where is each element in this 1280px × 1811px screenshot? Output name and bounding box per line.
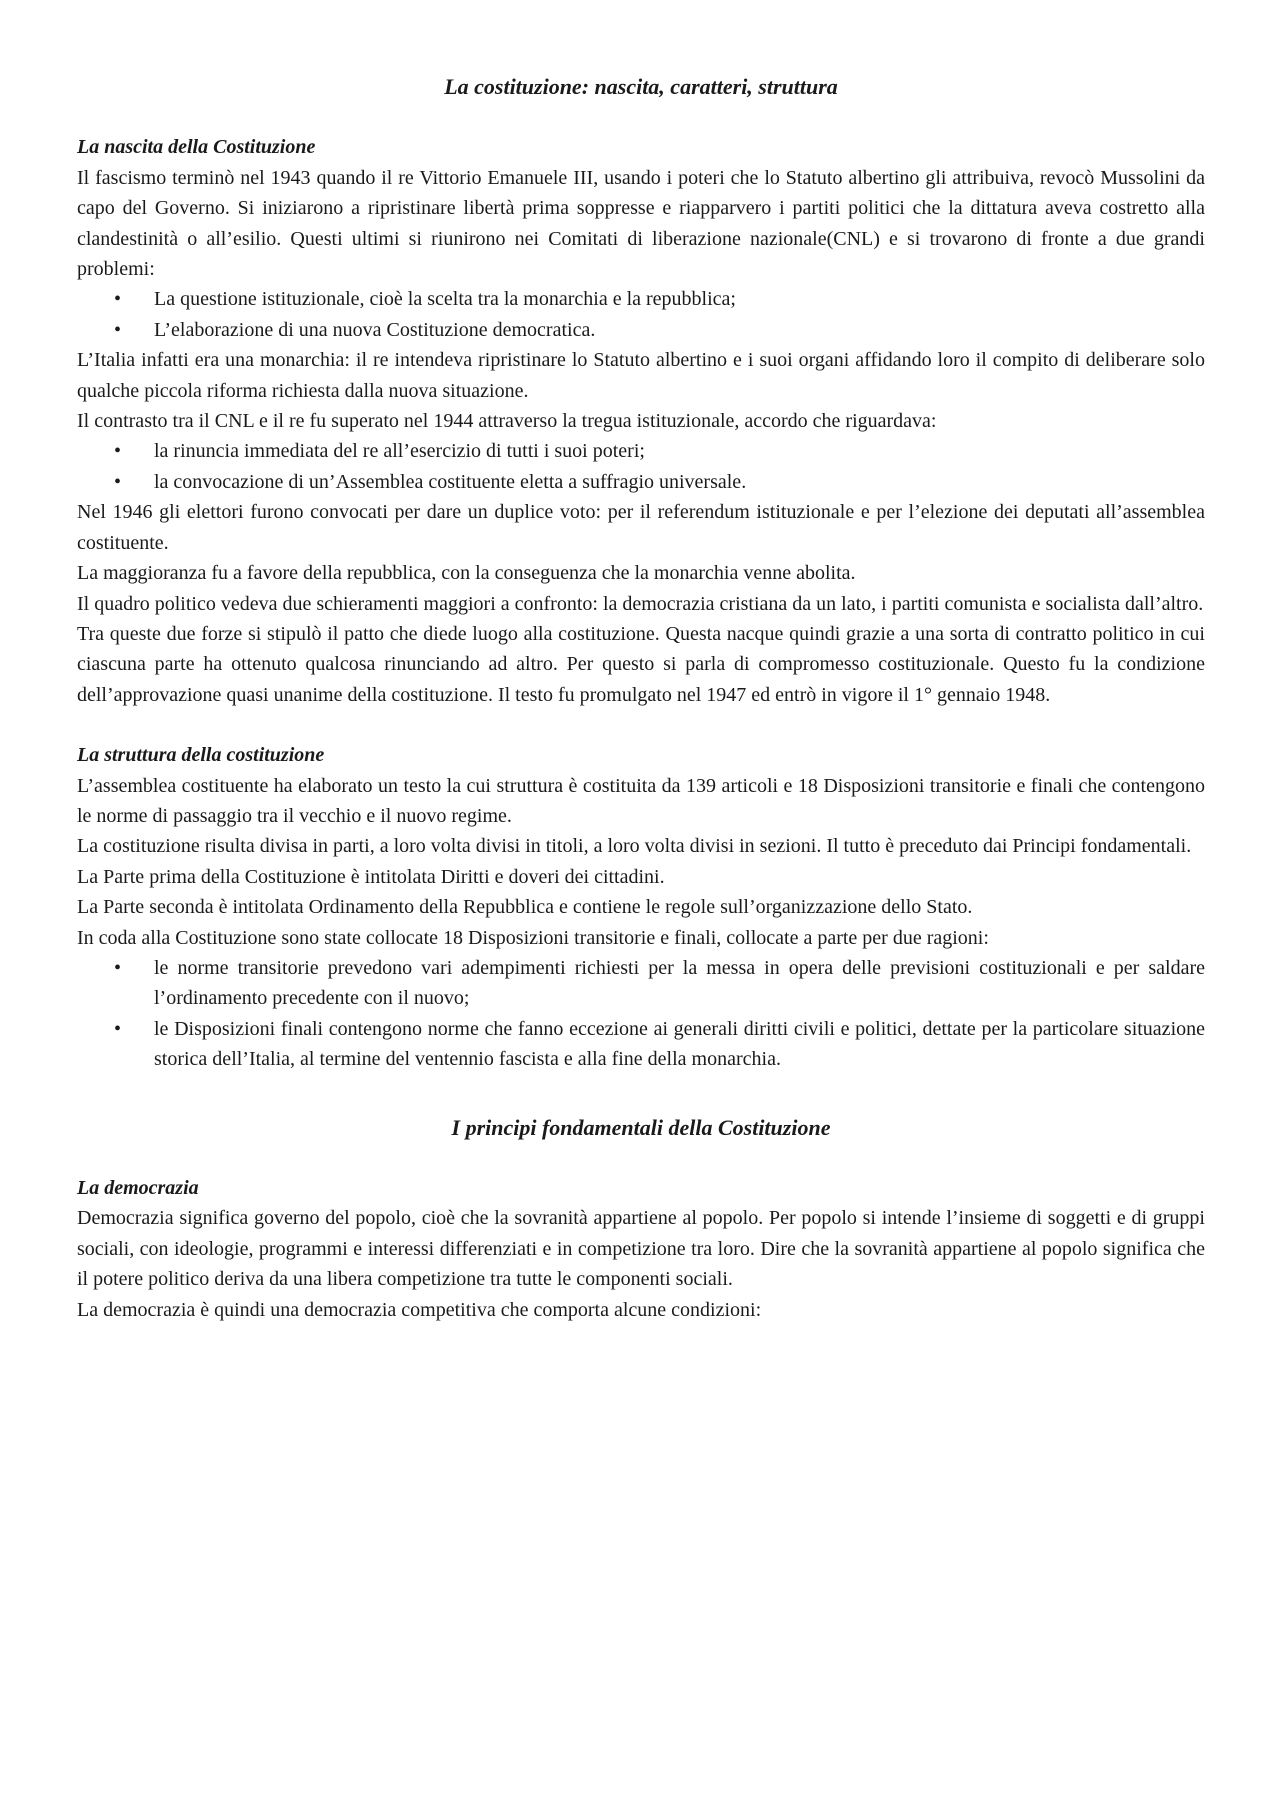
bullet-icon: •	[114, 318, 122, 341]
section-heading-struttura: La struttura della costituzione	[77, 744, 325, 767]
bullet-list-problemi	[77, 284, 1205, 345]
paragraph: Nel 1946 gli elettori furono convocati per dare un duplice voto: per il referendum istituzionale e per l’elezione dei deputati all’assemblea costituente.	[77, 501, 1205, 554]
paragraph: Il contrasto tra il CNL e il re fu superato nel 1944 attraverso la tregua istituzionale, accordo che riguardava:	[77, 410, 937, 433]
paragraph: La Parte seconda è intitolata Ordinamento della Repubblica e contiene le regole sull’organizzazione dello Stato.	[77, 896, 973, 919]
list-item: • la convocazione di un’Assemblea costituente eletta a suffragio universale.	[77, 467, 1205, 497]
paragraph: Tra queste due forze si stipulò il patto che diede luogo alla costituzione. Questa nacque quindi grazie a una sorta di contratto politico in cui ciascuna parte ha ottenuto qualcosa rinunciando ad altro. Per questo si parla di compromesso costituzionale. Questo fu la condizione dell’approvazione quasi unanime della costituzione. Il testo fu promulgato nel 1947 ed entrò in vigore il 1° gennaio 1948.	[77, 622, 1205, 706]
bullet-list-tregua	[77, 436, 1205, 497]
paragraph: La Parte prima della Costituzione è intitolata Diritti e doveri dei cittadini.	[77, 865, 665, 888]
list-item: • la rinuncia immediata del re all’esercizio di tutti i suoi poteri;	[77, 436, 1205, 466]
list-item: • le norme transitorie prevedono vari adempimenti richiesti per la messa in opera delle previsioni costituzionali e per saldare l’ordinamento precedente con il nuovo;	[77, 953, 1205, 1014]
paragraph: Il quadro politico vedeva due schieramenti maggiori a confronto: la democrazia cristiana da un lato, i partiti comunista e socialista dall’altro.	[77, 592, 1204, 615]
bullet-icon: •	[114, 440, 122, 463]
bullet-icon: •	[114, 288, 122, 311]
section-struttura	[77, 740, 1205, 1074]
bullet-list-disposizioni	[77, 953, 1205, 1075]
list-item: • L’elaborazione di una nuova Costituzione democratica.	[77, 315, 1205, 345]
list-item: • le Disposizioni finali contengono norme che fanno eccezione ai generali diritti civili e politici, dettate per la particolare situazione storica dell’Italia, al termine del ventennio fascista e alla fine della monarchia.	[77, 1014, 1205, 1075]
paragraph: Il fascismo terminò nel 1943 quando il re Vittorio Emanuele III, usando i poteri che lo Statuto albertino gli attribuiva, revocò Mussolini da capo del Governo. Si iniziarono a ripristinare libertà prima soppresse e riapparvero i partiti politici che la dittatura aveva costretto alla clandestinità o all’esilio. Questi ultimi si riunirono nei Comitati di liberazione nazionale(CNL) e si trovarono di fronte a due grandi problemi:	[77, 166, 1205, 281]
paragraph: La maggioranza fu a favore della repubblica, con la conseguenza che la monarchia venne abolita.	[77, 562, 856, 585]
paragraph: In coda alla Costituzione sono state collocate 18 Disposizioni transitorie e finali, collocate a parte per due ragioni:	[77, 926, 989, 949]
paragraph: L’Italia infatti era una monarchia: il re intendeva ripristinare lo Statuto albertino e i suoi organi affidando loro il compito di deliberare solo qualche piccola riforma richiesta dalla nuova situazione.	[77, 349, 1205, 402]
bullet-icon: •	[114, 956, 122, 979]
document-title: La costituzione: nascita, caratteri, struttura	[444, 74, 838, 99]
bullet-icon: •	[114, 1017, 122, 1040]
paragraph: Democrazia significa governo del popolo, cioè che la sovranità appartiene al popolo. Per popolo si intende l’insieme di soggetti e di gruppi sociali, con ideologie, programmi e interessi differenziati e in competizione tra loro. Dire che la sovranità appartiene al popolo significa che il potere politico deriva da una libera competizione tra tutte le componenti sociali.	[77, 1207, 1205, 1291]
bullet-icon: •	[114, 470, 122, 493]
paragraph: La costituzione risulta divisa in parti, a loro volta divisi in titoli, a loro volta divisi in sezioni. Il tutto è preceduto dai Principi fondamentali.	[77, 835, 1192, 858]
section-democrazia	[77, 1173, 1205, 1325]
document-page	[77, 72, 1205, 1325]
paragraph: L’assemblea costituente ha elaborato un testo la cui struttura è costituita da 139 articoli e 18 Disposizioni transitorie e finali che contengono le norme di passaggio tra il vecchio e il nuovo regime.	[77, 774, 1205, 827]
section-heading-democrazia: La democrazia	[77, 1177, 199, 1199]
section-nascita	[77, 132, 1205, 710]
paragraph: La democrazia è quindi una democrazia competitiva che comporta alcune condizioni:	[77, 1298, 762, 1321]
list-item: • La questione istituzionale, cioè la scelta tra la monarchia e la repubblica;	[77, 284, 1205, 314]
section-title-principi: I principi fondamentali della Costituzione	[451, 1114, 831, 1140]
section-heading-nascita: La nascita della Costituzione	[77, 136, 316, 159]
